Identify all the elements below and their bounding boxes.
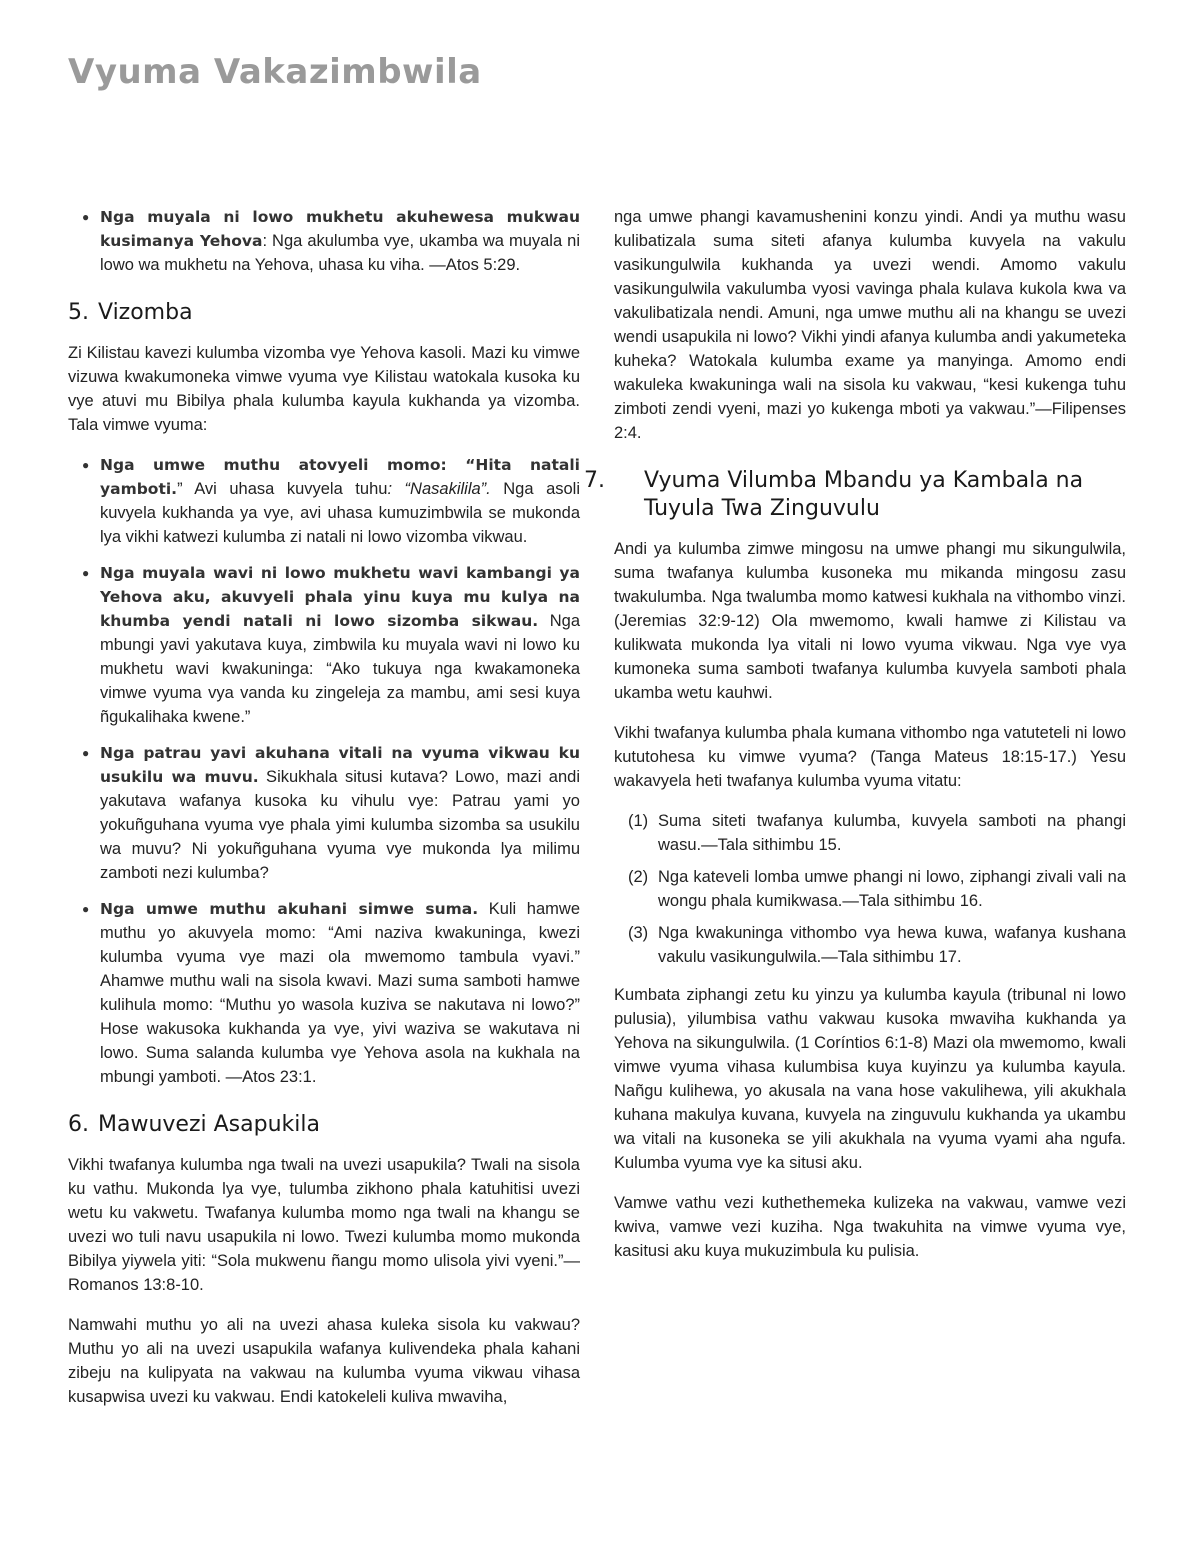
section-5-intro: Zi Kilistau kavezi kulumba vizomba vye Yehova kasoli. Mazi ku vimwe vizuwa kwakumoneka vimwe vyuma vye Kilistau watokala kusoka ku vye atuvi mu Bibilya phala kulumba kayula kukhanda ya vizomba. Tala vimwe vyuma: — [68, 344, 580, 434]
section-heading-5: 5. Vizomba — [68, 300, 193, 325]
section-6-paragraph-1: Vikhi twafanya kulumba nga twali na uvezi usapukila? Twali na sisola ku vathu. Mukonda lya vye, tulumba zikhono phala katuhitisi uvezi wetu ku vakwetu. Twafanya kulumba momo nga twali na khangu se uvezi wo tuli navu usapukila ni lowo. Twezi kulumba momo mukonda Bibilya yiywela yiti: “Sola mukwenu ñangu momo ulisola yivi vyeni.”—Romanos 13:8-10. — [68, 1156, 580, 1294]
section-heading-7: 7. Vyuma Vilumba Mbandu ya Kambala na Tuyula Twa Zinguvulu — [584, 468, 1084, 521]
right-column — [584, 205, 1126, 1279]
list-item: ● Nga umwe muthu akuhani simwe suma. Kuli hamwe muthu yo akuvyela momo: “Ami naziva kwakuninga, kwezi kulumba vyuma vye mazi ola mwemomo tambula vyavi.” Ahamwe muthu wali na sisola kwavi. Mazi suma samboti hamwe kulihula momo: “Muthu yo wasola kuziva se nakutava ni lowo?” Hose wakusoka kukhanda ya vye, yivi waziva se wakutava ni lowo. Suma salanda kulumba vye Yehova asola na kukhala na mbungi yamboti. —Atos 23:1. — [82, 897, 580, 1089]
list-item: (2) Nga kateveli lomba umwe phangi ni lowo, ziphangi zivali vali na wongu phala kumikwasa.—Tala sithimbu 16. — [628, 868, 1126, 910]
list-item: ● Nga muyala wavi ni lowo mukhetu wavi kambangi ya Yehova aku, akuvyeli phala yinu kuya mu kulya na khumba yendi natali ni lowo sizomba sikwau. Nga mbungi yavi yakutava kuya, zimbwila ku muyala wavi ni lowo ku mukhetu wavi kwakuninga: “Ako tukuya nga kwakamoneka vimwe vyuma vya vanda ku zingeleja za mambu, ami sesi kuya ñgukalihaka kwene.” — [82, 561, 580, 729]
left-column — [68, 205, 580, 1425]
section-5-bullets — [68, 453, 580, 1089]
list-item: ● Nga patrau yavi akuhana vitali na vyuma vikwau ku usukilu wa muvu. Sikukhala situsi kutava? Lowo, mazi andi yakutava wafanya kusoka ku vihulu vye: Patrau yami yo yokuñguhana vyuma vye phala yimi kulumba sizomba sa usukilu wa muvu? Ni yokuñguhana vyuma vye mukonda lya milimu zamboti nezi kulumba? — [82, 741, 580, 885]
continued-paragraph: nga umwe phangi kavamushenini konzu yindi. Andi ya muthu wasu kulibatizala suma siteti afanya kulumba kuvyela na vakulu vasikungulwila kukhanda ya uvezi wendi. Amomo vakulu vasikungulwila vakulumba vyosi vavinga phala kulava kukola kwa va vakulibatizala nendi. Amuni, nga umwe muthu ali na khangu se uvezi wendi usapukila ni lowo? Vikhi yindi afanya kulumba andi yakumeteka kuheka? Watokala kulumba exame ya manyinga. Amomo endi wakuleka kwakuninga wali na sisola ku vakwau, “kesi kukenga tuhu zimboti zendi vyeni, mazi yo kukenga mboti ya vakwau.”—Filipenses 2:4. — [614, 208, 1126, 442]
section-heading-6: 6. Mawuvezi Asapukila — [68, 1112, 320, 1137]
list-item: (1) Suma siteti twafanya kulumba, kuvyela samboti na phangi wasu.—Tala sithimbu 15. — [628, 812, 1126, 854]
page-header-title: Vyuma Vakazimbwila — [68, 52, 482, 92]
section-6-paragraph-2: Namwahi muthu yo ali na uvezi ahasa kuleka sisola ku vakwau? Muthu yo ali na uvezi usapukila wafanya kulivendeka phala kahani zibeju na kulipyata na vakwau na kulumba vyuma vikwau vihasa kusapwisa uvezi ku vakwau. Endi katokeleli kuliva mwaviha, — [68, 1316, 580, 1406]
list-item: ● Nga muyala ni lowo mukhetu akuhewesa mukwau kusimanya Yehova: Nga akulumba vye, ukamba wa muyala ni lowo wa mukhetu na Yehova, uhasa ku viha. —Atos 5:29. — [82, 205, 580, 277]
list-item: (3) Nga kwakuninga vithombo vya hewa kuwa, wafanya kushana vakulu vasikungulwila.—Tala sithimbu 17. — [628, 924, 1126, 966]
section-7-paragraph-3: Kumbata ziphangi zetu ku yinzu ya kulumba kayula (tribunal ni lowo pulusia), yilumbisa vathu vakwau kusoka mwaviha kukhanda ya Yehova na sikungulwila. (1 Coríntios 6:1-8) Mazi ola mwemomo, kwali vimwe vyuma vihasa kulumbisa kuya kuyinzu ya kulumba kayula. Nañgu kulihewa, yo akusala na vana hose vakulihewa, yili akukhala kuhana makulya kuvana, kuvyela na zinguvulu kukhanda ya ukambu wa vitali na kusoneka se yili akukhala na vyuma vyami aha ngufa. Kulumba vyuma vye ka situsi aku. — [614, 986, 1126, 1172]
section-7-paragraph-4: Vamwe vathu vezi kuthethemeka kulizeka na vakwau, vamwe vezi kwiva, vamwe vezi kuziha. Nga twakuhita na vimwe vyuma vye, kasitusi aku kuya mukuzimbula ku pulisia. — [614, 1194, 1126, 1260]
section-7-paragraph-2: Vikhi twafanya kulumba phala kumana vithombo nga vatuteteli ni lowo kututohesa ku vimwe vyuma? (Tanga Mateus 18:15-17.) Yesu wakavyela heti twafanya kulumba vyuma vitatu: — [614, 724, 1126, 790]
section-7-paragraph-1: Andi ya kulumba zimwe mingosu na umwe phangi mu sikungulwila, suma twafanya kulumba kusoneka mu mikanda mingosu zasu twakulumba. Nga twalumba momo katwesi kukhala na vithombo vinzi. (Jeremias 32:9-12) Ola mwemomo, kwali hamwe zi Kilistau va kulikwata mukonda lya vitali ni lowo vyuma vikwau. Nga vye vya kumoneka suma samboti twafanya kulumba kuvyela samboti phala ukamba wetu kauhwi. — [614, 540, 1126, 702]
intro-bullet-list — [68, 205, 580, 277]
list-item: ● Nga umwe muthu atovyeli momo: “Hita natali yamboti.” Avi uhasa kuvyela tuhu: “Nasakilila”. Nga asoli kuvyela kukhanda ya vye, avi uhasa kumuzimbwila se mukonda lya vikhi katwezi kulumba zi natali ni lowo vizomba vikwau. — [82, 453, 580, 549]
steps-list — [614, 809, 1126, 969]
